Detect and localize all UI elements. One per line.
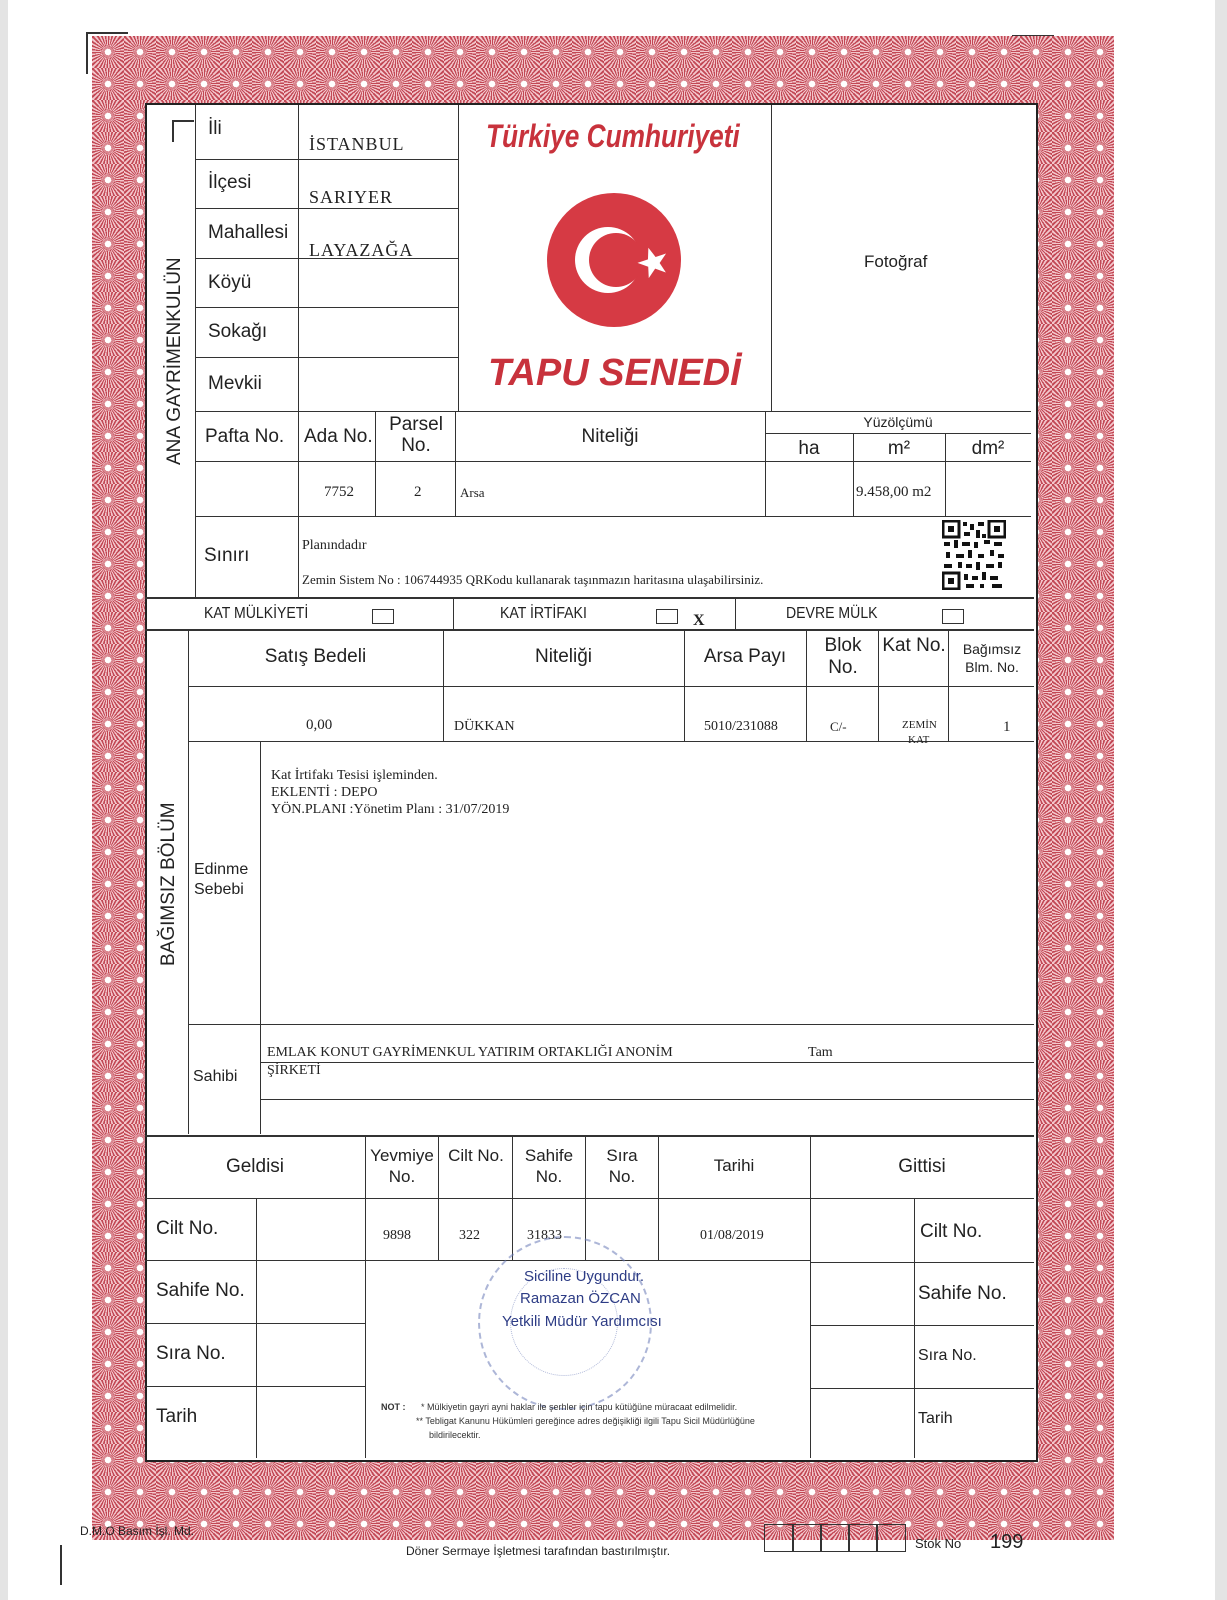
photo-placeholder-label: Fotoğraf — [864, 252, 928, 271]
grid-line — [260, 1099, 1034, 1100]
geldisi-sahife-no-label: Sahife No. — [156, 1280, 245, 1301]
sahibi-line-1: EMLAK KONUT GAYRİMENKUL YATIRIM ORTAKLIĞI ANONİM — [267, 1045, 673, 1060]
col-m2: m² — [887, 438, 911, 459]
grid-line — [810, 1262, 1034, 1263]
grid-line — [298, 105, 299, 597]
grid-line — [195, 357, 458, 358]
edinme-label: Edinme — [194, 861, 249, 878]
grid-line — [771, 105, 772, 411]
val-blok-no: C/- — [830, 719, 847, 734]
grid-line — [810, 1388, 1034, 1389]
kat-irtifaki-label: KAT İRTİFAKI — [500, 605, 587, 622]
val-satis-bedeli: 0,00 — [306, 717, 333, 733]
gittisi-cilt-no-label: Cilt No. — [920, 1221, 983, 1242]
col-arsa-payi: Arsa Payı — [703, 646, 787, 667]
geldisi-cilt-no-label: Cilt No. — [156, 1218, 219, 1239]
title-turkiye-cumhuriyeti: Türkiye Cumhuriyeti — [486, 118, 740, 154]
grid-line — [914, 1198, 915, 1458]
qr-code-icon[interactable] — [942, 520, 1006, 590]
devre-mulk-checkbox[interactable] — [942, 609, 964, 624]
stok-digit-box — [792, 1524, 822, 1552]
bagimsiz-bolum-label: BAĞIMSIZ BÖLÜM — [158, 802, 179, 966]
val-kat-no-2: KAT — [908, 734, 930, 746]
val-bagimsiz-blm-no: 1 — [1003, 719, 1011, 735]
devre-mulk-label: DEVRE MÜLK — [786, 605, 878, 622]
grid-line — [256, 1198, 257, 1458]
ana-gayrimenkul-label: ANA GAYRİMENKULÜN — [164, 257, 185, 465]
geldisi-sira-no-label: Sıra No. — [156, 1343, 226, 1364]
col-sira-no: Sıra No. — [606, 1146, 638, 1186]
val-niteligi-bb: DÜKKAN — [454, 719, 515, 734]
grid-line — [145, 1386, 365, 1387]
stok-no-value: 199 — [990, 1531, 1024, 1553]
col-yuzolcumu: Yüzölçümü — [863, 414, 933, 430]
grid-line — [260, 741, 261, 1134]
col-tarihi: Tarihi — [713, 1156, 755, 1175]
grid-line — [195, 159, 458, 160]
grid-line — [458, 105, 459, 411]
col-kat-no: Kat No. — [882, 635, 946, 656]
col-bagimsiz-blm-no: Bağımsız Blm. No. — [962, 641, 1022, 675]
grid-line — [188, 629, 189, 1134]
geldisi-tarih-label: Tarih — [156, 1406, 198, 1427]
signature-line-1: Siciline Uygundur. — [524, 1268, 645, 1285]
grid-line — [195, 307, 458, 308]
siniri-label: Sınırı — [204, 545, 250, 566]
col-ada-no: Ada No. — [304, 426, 373, 447]
grid-line — [145, 1135, 1034, 1137]
kat-irtifaki-checkbox[interactable] — [656, 609, 678, 624]
val-ada-no: 7752 — [324, 484, 354, 500]
col-sahife-no: Sahife No. — [524, 1146, 574, 1186]
siniri-value: Planındadır — [302, 538, 367, 553]
val-yevmiye: 9898 — [383, 1228, 411, 1243]
zemin-sistem-text: Zemin Sistem No : 106744935 QRKodu kullanarak taşınmazın haritasına ulaşabilirsiniz. — [302, 572, 764, 587]
row-label-koyu: Köyü — [208, 272, 252, 293]
row-label-ilcesi: İlçesi — [208, 172, 252, 193]
grid-line — [195, 105, 196, 597]
grid-line — [145, 597, 1034, 599]
row-label-mevkii: Mevkii — [208, 373, 262, 394]
signature-line-2: Ramazan ÖZCAN — [520, 1290, 641, 1307]
sebebi-label: Sebebi — [194, 881, 244, 898]
col-parsel-no: Parsel No. — [389, 414, 443, 456]
scan-edge-left — [0, 0, 8, 1600]
edinme-line-1: Kat İrtifakı Tesisi işleminden. — [271, 768, 438, 783]
val-arsa-payi: 5010/231088 — [704, 719, 778, 734]
kat-irtifaki-mark: X — [693, 612, 705, 629]
col-blok-no: Blok No. — [824, 635, 862, 678]
kat-mulkiyeti-label: KAT MÜLKİYETİ — [204, 605, 309, 622]
grid-line — [810, 1325, 1034, 1326]
grid-line — [145, 1323, 365, 1324]
grid-line — [878, 629, 879, 741]
note-label: NOT : — [381, 1402, 406, 1412]
title-tapu-senedi: TAPU SENEDİ — [488, 352, 741, 394]
sahibi-share: Tam — [808, 1045, 833, 1060]
grid-line — [658, 1135, 659, 1260]
crescent-star-icon — [546, 192, 682, 328]
grid-line — [438, 1135, 439, 1260]
col-ha: ha — [798, 438, 820, 459]
stok-no-label: Stok No — [915, 1536, 962, 1551]
stok-digit-box — [876, 1524, 906, 1552]
val-kat-no-1: ZEMİN — [902, 719, 937, 731]
val-m2: 9.458,00 m2 — [856, 484, 932, 500]
geldisi-header: Geldisi — [225, 1156, 285, 1177]
grid-line — [145, 1260, 365, 1261]
printer-label: D.M.O Basım İşl. Md. — [80, 1524, 195, 1538]
sahibi-label: Sahibi — [193, 1068, 238, 1085]
col-niteligi-bb: Niteliği — [534, 646, 593, 667]
grid-line — [188, 686, 1034, 687]
row-value-ili: İSTANBUL — [309, 134, 405, 154]
row-value-ilcesi: SARIYER — [309, 187, 394, 207]
grid-line — [806, 629, 807, 741]
col-dm2: dm² — [971, 438, 1005, 459]
grid-line — [948, 629, 949, 741]
grid-line — [145, 629, 1034, 631]
row-label-ili: İli — [208, 118, 222, 139]
gittisi-tarih-label: Tarih — [918, 1410, 953, 1427]
note-line-2: ** Tebligat Kanunu Hükümleri gereğince adres değişikliği ilgili Tapu Sicil Müdürlüğüne — [416, 1416, 755, 1426]
val-sahife: 31833 — [527, 1228, 562, 1243]
grid-line — [375, 411, 376, 516]
grid-line — [735, 598, 736, 629]
col-satis-bedeli: Satış Bedeli — [264, 646, 367, 667]
stok-digit-box — [764, 1524, 794, 1552]
edinme-line-3: YÖN.PLANI :Yönetim Planı : 31/07/2019 — [271, 802, 510, 817]
grid-line — [810, 1135, 811, 1458]
grid-line — [260, 1062, 1034, 1063]
scan-edge-right — [1215, 0, 1227, 1600]
grid-line — [188, 1024, 1034, 1025]
val-tarihi: 01/08/2019 — [700, 1228, 764, 1243]
col-niteligi: Niteliği — [581, 426, 639, 447]
grid-line — [145, 1198, 1034, 1199]
row-value-mahallesi: LAYAZAĞA — [309, 240, 414, 260]
grid-line — [765, 433, 1031, 434]
note-line-3: bildirilecektir. — [429, 1430, 481, 1440]
sahibi-line-2: ŞİRKETİ — [267, 1063, 321, 1078]
val-parsel-no: 2 — [414, 484, 422, 500]
note-line-1: * Mülkiyetin gayri ayni haklar ile şerhler için tapu kütüğüne müracaat edilmelidir. — [421, 1402, 738, 1412]
val-niteligi: Arsa — [460, 485, 485, 500]
grid-line — [195, 461, 1031, 462]
row-label-mahallesi: Mahallesi — [208, 222, 289, 243]
grid-line — [453, 598, 454, 629]
grid-line — [658, 1260, 810, 1261]
stok-digit-box — [820, 1524, 850, 1552]
edinme-line-2: EKLENTİ : DEPO — [271, 785, 378, 800]
gittisi-header: Gittisi — [898, 1156, 946, 1177]
inner-corner-mark — [172, 120, 194, 142]
kat-mulkiyeti-checkbox[interactable] — [372, 609, 394, 624]
stok-digit-box — [848, 1524, 878, 1552]
col-cilt-no: Cilt No. — [448, 1146, 504, 1165]
gittisi-sahife-no-label: Sahife No. — [918, 1283, 1007, 1304]
grid-line — [195, 208, 458, 209]
printed-by-label: Döner Sermaye İşletmesi tarafından bastırılmıştır. — [406, 1544, 671, 1558]
crop-mark-bottom-left — [60, 1545, 62, 1585]
grid-line — [195, 516, 1031, 517]
row-label-sokagi: Sokağı — [208, 321, 268, 342]
col-pafta-no: Pafta No. — [205, 426, 285, 447]
col-yevmiye-no: Yevmiye No. — [370, 1146, 434, 1186]
gittisi-sira-no-label: Sıra No. — [918, 1347, 977, 1364]
signature-line-3: Yetkili Müdür Yardımcısı — [502, 1313, 662, 1330]
grid-line — [195, 411, 1031, 412]
val-cilt: 322 — [459, 1228, 480, 1243]
